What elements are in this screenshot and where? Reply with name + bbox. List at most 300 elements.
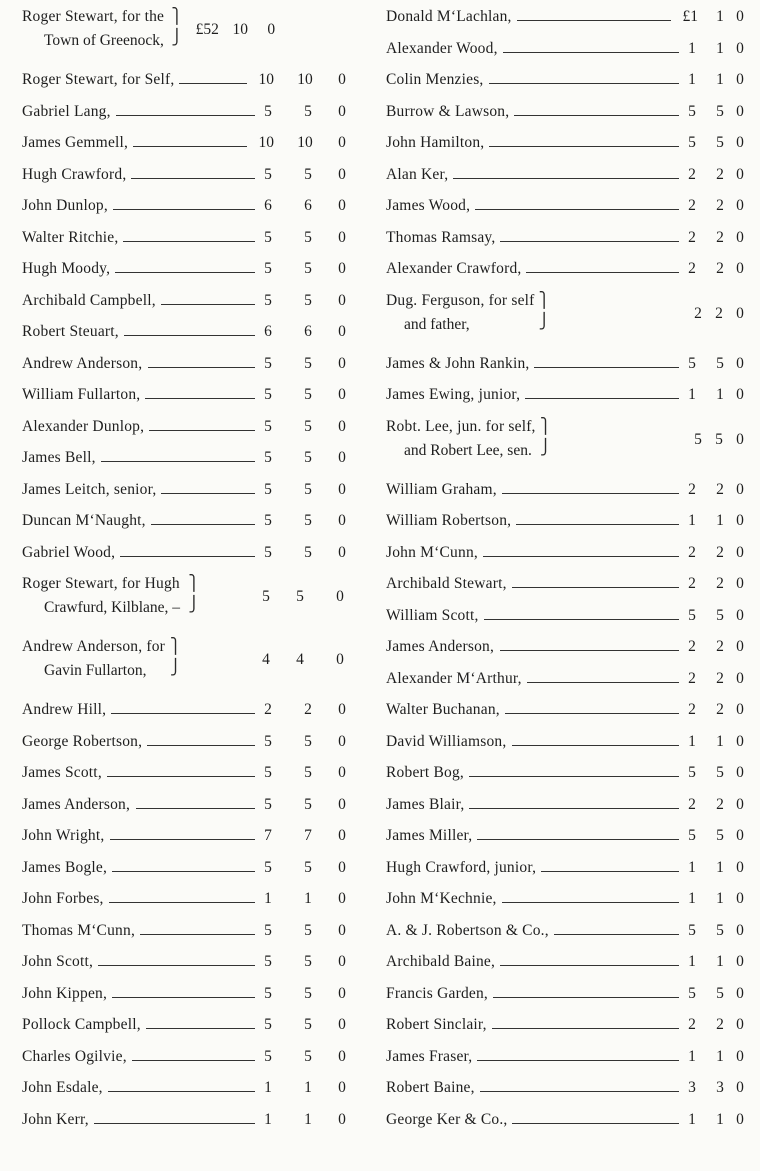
amount-shillings: 5 (304, 984, 312, 1002)
amount-pounds: 5 (264, 512, 272, 529)
subscription-entry (386, 260, 744, 292)
subscriber-name: Alexander Crawford, (386, 260, 522, 277)
amount-shillings: 5 (304, 512, 312, 529)
amount-pence: 0 (736, 260, 744, 277)
brace-top: ⎫ (171, 7, 183, 25)
subscription-entry (22, 481, 374, 513)
amount-pounds: 2 (688, 543, 696, 561)
subscriber-name: Andrew Hill, (22, 701, 107, 718)
amount-pence: 0 (338, 512, 346, 529)
amount-shillings: 5 (716, 984, 724, 1002)
amount-pounds: 5 (688, 827, 696, 844)
subscription-entry (386, 733, 744, 765)
leader-line (116, 115, 255, 116)
leader-line (477, 839, 679, 840)
leader-line (112, 997, 255, 998)
amount-pence: 0 (338, 102, 346, 120)
subscriber-name: James Leitch, senior, (22, 480, 157, 498)
amount-pounds: 10 (258, 134, 274, 151)
amount-pence: 0 (338, 386, 346, 403)
amount-pounds: 2 (688, 638, 696, 655)
leader-line (489, 146, 679, 147)
amount-pence: 0 (338, 764, 346, 781)
amount-pence: 0 (338, 984, 346, 1002)
amount-pence: 0 (338, 197, 346, 214)
amount-pounds: 5 (264, 291, 272, 309)
subscriber-name: William Scott, (386, 606, 479, 624)
subscriber-name: Walter Ritchie, (22, 228, 119, 246)
amount-shillings: 5 (716, 354, 724, 372)
leader-line (505, 713, 679, 714)
amount-pounds: 1 (688, 71, 696, 88)
subscriber-name-line2: Crawfurd, Kilblane, – (44, 599, 181, 616)
leader-line (120, 556, 255, 557)
amount-shillings: 5 (304, 858, 312, 876)
subscriber-name: A. & J. Robertson & Co., (386, 921, 549, 939)
amount-pence: 0 (736, 575, 744, 592)
subscription-entry (386, 1111, 744, 1143)
subscription-entry (22, 166, 374, 198)
subscriber-name: Archibald Baine, (386, 953, 496, 970)
amount-shillings: 2 (715, 304, 723, 322)
amount-pounds: 5 (264, 165, 272, 183)
amount-shillings: 10 (297, 71, 313, 88)
subscriber-name: James Ewing, junior, (386, 386, 521, 403)
brace-top: ⎫ (538, 290, 550, 309)
amount-pounds: 5 (264, 543, 272, 561)
amount-shillings: 1 (716, 953, 724, 970)
amount-pence: 0 (736, 1047, 744, 1065)
leader-line (161, 304, 255, 305)
brace-top: ⎫ (539, 416, 552, 435)
amount-shillings: 1 (716, 1047, 724, 1065)
subscription-entry (386, 40, 744, 72)
amount-pounds: 1 (688, 1110, 696, 1128)
amount-pounds: 5 (264, 984, 272, 1002)
amount-pence: 0 (736, 354, 744, 372)
amount-shillings: 2 (716, 480, 724, 498)
amount-shillings: 5 (304, 228, 312, 246)
subscriber-name: Gabriel Lang, (22, 102, 111, 120)
amount-pence: 0 (736, 953, 744, 970)
subscriber-name: John Dunlop, (22, 197, 108, 214)
subscription-entry (386, 229, 744, 261)
amount-pounds: 5 (264, 417, 272, 435)
subscriber-name-line2: Gavin Fullarton, (44, 662, 147, 679)
subscriber-name: James & John Rankin, (386, 354, 530, 372)
amount-pounds: 2 (688, 701, 696, 718)
subscriber-name: Duncan M‘Naught, (22, 512, 146, 529)
amount-pence: 0 (336, 588, 344, 605)
amount-pounds: 5 (264, 260, 272, 277)
leader-line (123, 241, 255, 242)
subscription-entry (386, 355, 744, 387)
leader-line (453, 178, 679, 179)
amount-pence: 0 (338, 291, 346, 309)
subscriber-name: Burrow & Lawson, (386, 102, 510, 120)
amount-pence: 0 (736, 1110, 744, 1128)
amount-pounds: 1 (688, 1047, 696, 1065)
amount-shillings: 5 (304, 354, 312, 372)
subscription-entry (386, 670, 744, 702)
leader-line (112, 871, 255, 872)
amount-shillings: 5 (304, 165, 312, 183)
amount-shillings: 1 (716, 858, 724, 876)
subscription-entry (386, 134, 744, 166)
amount-pence: 0 (338, 701, 346, 718)
subscription-entry (386, 197, 744, 229)
leader-line (484, 619, 679, 620)
amount-pounds: 2 (688, 795, 696, 813)
amount-pence: 0 (736, 512, 744, 529)
leader-line (109, 902, 255, 903)
leader-line (527, 682, 679, 683)
amount-shillings: 2 (716, 543, 724, 561)
amount-pounds: 1 (688, 890, 696, 907)
subscriber-name: Robert Steuart, (22, 323, 119, 340)
subscriber-name-line1: Robt. Lee, jun. for self, (386, 417, 536, 435)
subscriber-name: Archibald Stewart, (386, 575, 507, 592)
amount-pence: 0 (736, 827, 744, 844)
amount-pence: 0 (338, 260, 346, 277)
amount-pence: 0 (736, 669, 744, 687)
amount-pounds: £52 (195, 21, 219, 38)
subscription-entry (386, 890, 744, 922)
amount-pence: 0 (736, 71, 744, 88)
amount-shillings: 2 (716, 575, 724, 592)
amount-pounds: 5 (688, 984, 696, 1002)
subscription-entry (386, 796, 744, 828)
amount-shillings: 1 (716, 1110, 724, 1128)
amount-pence: 0 (736, 165, 744, 183)
subscriber-name: George Ker & Co., (386, 1110, 508, 1128)
amount-pounds: 5 (264, 386, 272, 403)
subscriber-name: Colin Menzies, (386, 71, 484, 88)
subscriber-name: Thomas M‘Cunn, (22, 921, 136, 939)
leader-line (151, 524, 255, 525)
brace-bottom: ⎭ (169, 658, 182, 676)
amount-pence: 0 (338, 480, 346, 498)
leader-line (503, 52, 679, 53)
amount-shillings: 10 (232, 21, 248, 38)
subscription-entry (22, 544, 374, 576)
leader-line (492, 1028, 679, 1029)
leader-line (140, 934, 255, 935)
leader-line (469, 808, 679, 809)
subscription-entry (22, 449, 374, 481)
subscription-entry (386, 166, 744, 198)
amount-pence: 0 (736, 606, 744, 624)
leader-line (136, 808, 255, 809)
amount-pounds: 5 (688, 354, 696, 372)
subscriber-name: John Esdale, (22, 1079, 103, 1096)
leader-line (514, 115, 679, 116)
subscriber-name: James Anderson, (386, 638, 495, 655)
subscriber-name: John M‘Kechnie, (386, 890, 497, 907)
subscriber-name-line2: Town of Greenock, (44, 32, 164, 49)
subscriber-name: Robert Sinclair, (386, 1016, 487, 1033)
leader-line (489, 83, 679, 84)
amount-pence: 0 (736, 732, 744, 750)
amount-shillings: 5 (304, 291, 312, 309)
subscription-entry (22, 323, 374, 355)
subscription-entry (22, 71, 374, 103)
amount-shillings: 1 (304, 1079, 312, 1096)
leader-line (179, 83, 247, 84)
amount-shillings: 5 (716, 921, 724, 939)
amount-pence: 0 (338, 1110, 346, 1128)
amount-pounds: 2 (688, 260, 696, 277)
leader-line (493, 997, 679, 998)
subscription-entry (22, 512, 374, 544)
subscriber-name-line2: and father, (404, 315, 470, 333)
subscription-entry (22, 134, 374, 166)
subscriber-name: James Wood, (386, 197, 471, 214)
amount-pounds: 1 (688, 512, 696, 529)
amount-shillings: 5 (716, 827, 724, 844)
amount-shillings: 5 (304, 795, 312, 813)
amount-pence: 0 (736, 638, 744, 655)
subscriber-name: William Robertson, (386, 512, 512, 529)
leader-line (131, 178, 255, 179)
amount-pence: 0 (338, 543, 346, 561)
amount-shillings: 5 (304, 260, 312, 277)
amount-shillings: 5 (304, 953, 312, 970)
subscriber-name: John Wright, (22, 827, 105, 844)
amount-shillings: 5 (716, 134, 724, 151)
amount-pounds: 5 (688, 134, 696, 151)
subscription-entry (386, 922, 744, 954)
amount-shillings: 1 (716, 8, 724, 25)
subscription-entry (22, 1048, 374, 1080)
subscription-entry (386, 764, 744, 796)
leader-line (502, 493, 679, 494)
amount-pounds: 5 (264, 1016, 272, 1033)
amount-pence: 0 (736, 480, 744, 498)
subscription-entry (386, 1016, 744, 1048)
amount-pence: 0 (338, 890, 346, 907)
amount-pounds: 1 (264, 1110, 272, 1128)
subscription-entry (386, 1079, 744, 1111)
amount-pounds: 5 (264, 858, 272, 876)
amount-pence: 0 (338, 1079, 346, 1096)
subscription-entry (22, 1111, 374, 1143)
subscription-entry (386, 481, 744, 513)
subscription-entry (22, 8, 374, 71)
leader-line (502, 902, 679, 903)
subscriber-name: John Scott, (22, 953, 94, 970)
subscription-entry (386, 386, 744, 418)
leader-line (475, 209, 679, 210)
amount-shillings: 1 (716, 71, 724, 88)
amount-shillings: 5 (304, 417, 312, 435)
subscription-entry (22, 827, 374, 859)
amount-pence: 0 (338, 228, 346, 246)
brace-bottom: ⎭ (188, 595, 200, 613)
subscription-entry (22, 796, 374, 828)
brace-top: ⎫ (188, 574, 200, 592)
subscriber-name-line1: Roger Stewart, for Hugh (22, 575, 180, 592)
amount-pounds: 2 (688, 575, 696, 592)
amount-pence: 0 (338, 354, 346, 372)
subscriber-name: John M‘Cunn, (386, 543, 478, 561)
amount-pence: 0 (336, 651, 344, 668)
subscription-entry (386, 1048, 744, 1080)
amount-shillings: 5 (715, 430, 723, 448)
subscriber-name: Hugh Crawford, (22, 165, 127, 183)
leader-line (483, 556, 679, 557)
amount-shillings: 1 (304, 890, 312, 907)
subscription-entry (22, 229, 374, 261)
subscription-entry (386, 292, 744, 355)
amount-pounds: 5 (264, 732, 272, 750)
amount-shillings: 5 (304, 543, 312, 561)
subscriber-name: George Robertson, (22, 732, 143, 750)
amount-pounds: 1 (688, 953, 696, 970)
amount-pence: 0 (338, 417, 346, 435)
amount-shillings: 5 (716, 606, 724, 624)
amount-pounds: 5 (262, 588, 270, 605)
amount-shillings: 5 (304, 1016, 312, 1033)
amount-pence: 0 (736, 386, 744, 403)
subscriber-name: Pollock Campbell, (22, 1016, 141, 1033)
amount-pence: 0 (338, 323, 346, 340)
leader-line (525, 398, 679, 399)
subscription-entry (386, 638, 744, 670)
subscriber-name-line2: and Robert Lee, sen. (404, 441, 532, 459)
amount-shillings: 5 (716, 764, 724, 781)
amount-shillings: 6 (304, 323, 312, 340)
leader-line (500, 241, 679, 242)
subscription-entry (386, 103, 744, 135)
subscription-entry (22, 292, 374, 324)
subscription-entry (22, 922, 374, 954)
leader-line (512, 745, 679, 746)
amount-shillings: 2 (716, 795, 724, 813)
amount-shillings: 7 (304, 827, 312, 844)
subscriber-name: Thomas Ramsay, (386, 228, 496, 246)
leader-line (534, 367, 679, 368)
subscription-entry (22, 260, 374, 292)
amount-pence: 0 (736, 858, 744, 876)
leader-line (512, 587, 679, 588)
subscription-entry (386, 859, 744, 891)
amount-pounds: 1 (688, 386, 696, 403)
subscription-entry (22, 859, 374, 891)
amount-pounds: 5 (264, 354, 272, 372)
amount-pence: 0 (736, 795, 744, 813)
subscriber-name: Alan Ker, (386, 165, 449, 183)
subscription-entry (22, 890, 374, 922)
amount-pence: 0 (736, 890, 744, 907)
amount-pounds: £1 (682, 8, 698, 25)
leader-line (554, 934, 679, 935)
amount-shillings: 2 (716, 228, 724, 246)
amount-pence: 0 (736, 134, 744, 151)
amount-pounds: 2 (694, 304, 702, 322)
subscriber-name: Robert Baine, (386, 1079, 475, 1096)
subscriber-name: James Miller, (386, 827, 473, 844)
subscriber-name: Robert Bog, (386, 764, 464, 781)
amount-shillings: 1 (716, 39, 724, 57)
leader-line (94, 1123, 255, 1124)
amount-pounds: 6 (264, 323, 272, 340)
amount-pence: 0 (338, 1047, 346, 1065)
subscription-entry (386, 71, 744, 103)
subscription-entry (22, 418, 374, 450)
subscriber-name: James Fraser, (386, 1047, 473, 1065)
amount-pence: 0 (338, 1016, 346, 1033)
leader-line (147, 745, 255, 746)
amount-shillings: 5 (304, 386, 312, 403)
amount-shillings: 10 (297, 134, 313, 151)
amount-shillings: 5 (304, 480, 312, 498)
amount-pounds: 5 (264, 102, 272, 120)
amount-pence: 0 (736, 197, 744, 214)
leader-line (98, 965, 255, 966)
amount-pence: 0 (338, 134, 346, 151)
subscriber-name-line1: Dug. Ferguson, for self (386, 291, 535, 309)
amount-shillings: 5 (304, 1047, 312, 1065)
amount-pence: 0 (736, 304, 744, 322)
subscription-entry (22, 355, 374, 387)
subscription-entry (22, 764, 374, 796)
leader-line (500, 650, 679, 651)
amount-pounds: 5 (688, 921, 696, 939)
amount-pence: 0 (338, 165, 346, 183)
amount-shillings: 2 (304, 701, 312, 718)
subscriber-name: Francis Garden, (386, 984, 488, 1002)
subscription-entry (22, 733, 374, 765)
leader-line (132, 1060, 255, 1061)
amount-shillings: 2 (716, 638, 724, 655)
amount-shillings: 5 (304, 921, 312, 939)
subscriber-name: Hugh Crawford, junior, (386, 858, 537, 876)
amount-shillings: 5 (304, 449, 312, 466)
leader-line (108, 1091, 255, 1092)
amount-pounds: 5 (688, 606, 696, 624)
subscriber-name: James Gemmell, (22, 134, 129, 151)
subscriber-name-line1: Andrew Anderson, for (22, 638, 166, 655)
leader-line (101, 461, 255, 462)
leader-line (480, 1091, 679, 1092)
amount-pounds: 5 (694, 430, 702, 448)
amount-pence: 0 (736, 701, 744, 718)
amount-pounds: 5 (264, 764, 272, 781)
subscription-entry (22, 197, 374, 229)
leader-line (111, 713, 255, 714)
subscription-entry (386, 418, 744, 481)
amount-pence: 0 (736, 228, 744, 246)
leader-line (517, 20, 671, 21)
amount-pence: 0 (736, 921, 744, 939)
amount-shillings: 2 (716, 197, 724, 214)
amount-shillings: 1 (716, 386, 724, 403)
subscriber-name: Alexander M‘Arthur, (386, 669, 522, 687)
amount-pounds: 7 (264, 827, 272, 844)
amount-shillings: 1 (304, 1110, 312, 1128)
subscription-entry (22, 575, 374, 638)
subscriber-name: Walter Buchanan, (386, 701, 500, 718)
subscription-entry (386, 544, 744, 576)
subscriber-name: Gabriel Wood, (22, 543, 116, 561)
amount-pence: 0 (736, 102, 744, 120)
subscription-entry (22, 103, 374, 135)
amount-pounds: 5 (264, 953, 272, 970)
amount-pounds: 1 (264, 1079, 272, 1096)
subscriber-name: John Kerr, (22, 1110, 89, 1128)
amount-pounds: 1 (688, 858, 696, 876)
